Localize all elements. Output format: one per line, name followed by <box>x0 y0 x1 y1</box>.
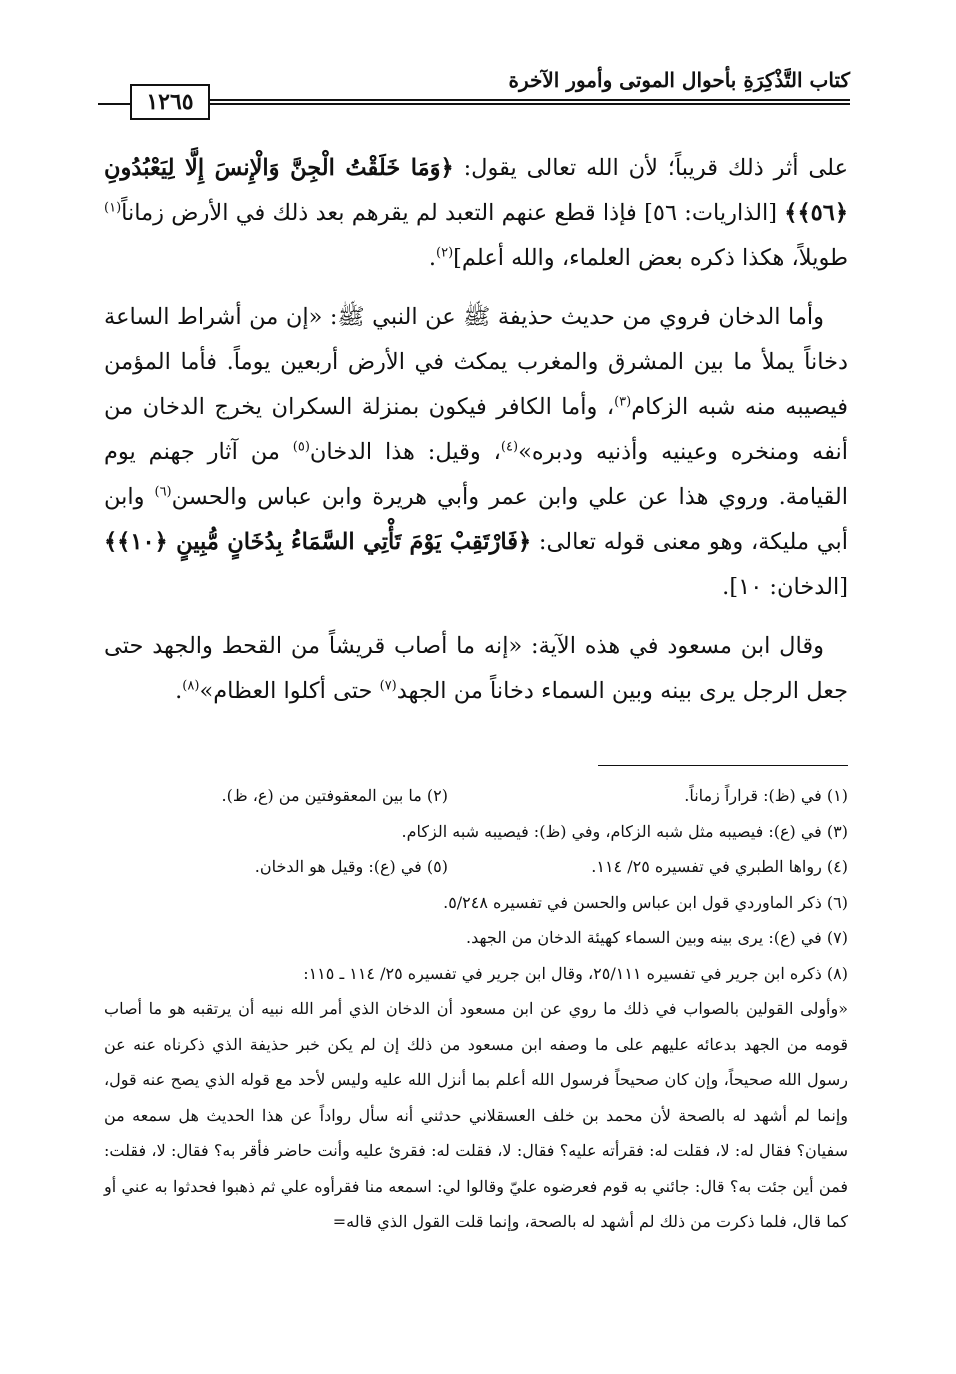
footnote-6: (٦) ذكر الماوردي قول ابن عباس والحسن في تفسيره ٥/٢٤٨. <box>443 892 848 912</box>
text-span: وابن أبي مليكة، وهو معنى قوله تعالى: <box>104 484 848 555</box>
text-span: على أثر ذلك قريباً؛ لأن الله تعالى يقول: <box>453 155 848 181</box>
text-span: ، وأما الكافر فيكون بمنزلة السكران يخرج الدخان من أنفه ومنخره وعينيه وأذنيه ودبره» <box>104 394 849 465</box>
footnote-8-intro: (٨) ذكره ابن جرير في تفسيره ٢٥/١١١، وقال ابن جرير في تفسيره ٢٥/ ١١٤ ـ ١١٥: <box>303 963 848 983</box>
footnote-ref-3: (٣) <box>614 394 632 410</box>
text-span: وأما الدخان فروي من حديث حذيفة ﷺ عن النبي ﷺ: «إن من أشراط الساعة دخاناً يملأ ما بين المشرق والمغرب يمكث في الأرض أربعين يوماً. فأما المؤمن فيصيبه منه شبه الزكام <box>104 304 848 420</box>
text-span: ، وقيل: هذا الدخان <box>309 439 501 465</box>
paragraph-3 <box>104 624 848 714</box>
footnote-row <box>104 778 848 814</box>
page-header <box>98 62 850 122</box>
text-span: [الذاريات: ٥٦] فإذا قطع عنهم التعبد لم يقرهم بعد ذلك في الأرض زماناً <box>121 200 785 226</box>
header-rule-top <box>210 99 850 101</box>
text-span: من آثار جهنم يوم القيامة. وروي هذا عن علي وابن عمر وأبي هريرة وابن عباس والحسن <box>104 439 848 510</box>
footnote-8-text: «وأولى القولين بالصواب في ذلك ما روي عن ابن مسعود أن الدخان الذي أمر الله نبيه أن يرتقبه هو ما أصاب قومه من الجهد بدعائه عليهم على ما وصفه ابن مسعود من ذلك إن لم يكن خبر حذيفة الذي ذكرناه عنه عن رسول الله صحيحاً، وإن كان صحيحاً فرسول الله أعلم بما أنزل الله عليه وليس لأحد مع قوله الذي يصح عنه قول، وإنما لم أشهد له بالصحة لأن محمد بن خلف العسقلاني حدثني أنه سأل رواداً عن هذا الحديث هل سمعه من سفيان؟ فقال له: لا، فقلت له: فقرأته عليه؟ فقال: لا، فقلت له: فقرئ عليه وأنت حاضر فأقر به؟ فقال: لا، فقلت: فمن أين جئت به؟ قال: جائني به قوم فعرضوه عليّ وقالوا لي: اسمعه منا فقرأوه علي ثم ذهبوا فحدثوا به عني أو كما قال، فلما ذكرت من ذلك لم أشهد له بالصحة، وإنما قلت القول الذي قاله= <box>104 999 849 1231</box>
footnote-5: (٥) في (ع): وقيل هو الدخان. <box>254 857 448 876</box>
footnote-1: (١) في (ظ): قراراً زماناً. <box>684 786 848 805</box>
footnote-separator <box>598 765 848 766</box>
footnotes <box>104 778 848 1240</box>
text-span: طويلاً، هكذا ذكره بعض العلماء، والله أعلم] <box>453 245 848 271</box>
footnote-4: (٤) رواها الطبري في تفسيره ٢٥/ ١١٤. <box>591 857 848 876</box>
text-span: . <box>428 245 437 271</box>
footnote-ref-7: (٧) <box>379 678 397 694</box>
footnote-ref-8: (٨) <box>182 678 200 694</box>
quran-verse: ﴿فَارْتَقِبْ يَوْمَ تَأْتِي السَّمَاءُ بِدُخَانٍ مُّبِينٍ ﴿١٠﴾﴾ <box>104 529 532 555</box>
text-span: [الدخان: ١٠]. <box>722 574 848 600</box>
footnote-ref-4: (٤) <box>500 439 519 455</box>
footnote-ref-6: (٦) <box>154 484 172 500</box>
paragraph-1 <box>104 146 848 281</box>
footnote-2: (٢) ما بين المعقوفتين من (ع، ظ). <box>221 786 448 805</box>
footnote-row <box>104 849 848 885</box>
footnote-ref-5: (٥) <box>292 439 310 455</box>
main-text <box>104 146 848 728</box>
quran-verse: ﴿وَمَا خَلَقْتُ الْجِنَّ وَالْإِنسَ إِلَّا لِيَعْبُدُونِ ﴿٥٦﴾﴾ <box>104 155 848 226</box>
footnote-8 <box>104 956 848 1240</box>
text-span: حتى أكلوا العظام» <box>199 678 380 704</box>
page-number: ١٢٦٥ <box>130 84 210 120</box>
footnote-ref-1: (١) <box>104 200 122 216</box>
footnote-7: (٧) في (ع): يرى بينه وبين السماء كهيئة الدخان من الجهد. <box>466 928 848 947</box>
text-span: وقال ابن مسعود في هذه الآية: «إنه ما أصاب قريشاً من القحط والجهد حتى جعل الرجل يرى بينه وبين السماء دخاناً من الجهد <box>104 633 848 704</box>
paragraph-2 <box>104 295 848 610</box>
footnote-3: (٣) في (ع): فيصيبه مثل شبه الزكام، وفي (ظ): فيصيبه شبه الزكام. <box>401 821 848 841</box>
book-title: كتاب التَّذْكِرَةِ بأحوال الموتى وأمور الآخرة <box>508 68 850 92</box>
footnote-ref-2: (٢) <box>436 245 454 261</box>
text-span: . <box>175 678 183 704</box>
header-rule-bottom <box>98 103 850 105</box>
